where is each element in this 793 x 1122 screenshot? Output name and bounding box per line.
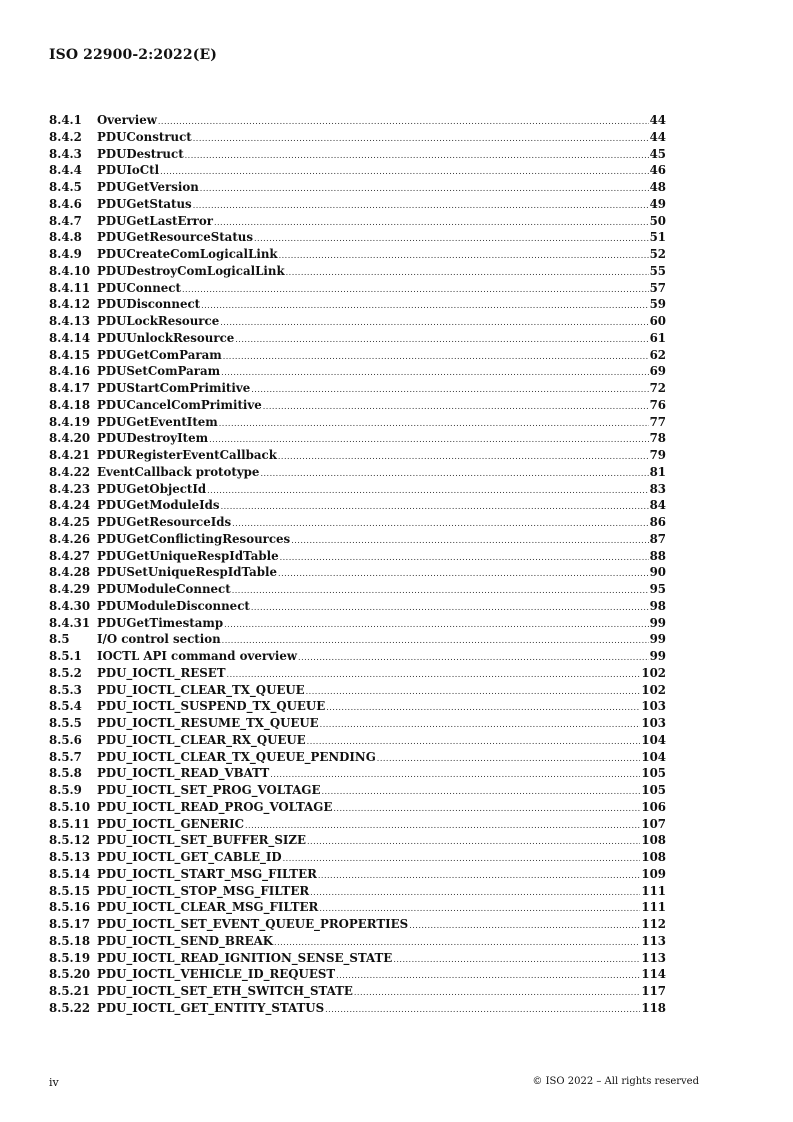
toc-entry-page: 46: [649, 163, 666, 178]
toc-dot-leader: [307, 834, 640, 851]
toc-entry-title: PDU_IOCTL_GET_CABLE_ID: [97, 850, 282, 864]
toc-entry-title: PDUDestroyItem: [97, 431, 209, 446]
toc-entry[interactable]: [49, 849, 666, 866]
toc-entry-page: 108: [641, 833, 666, 848]
toc-entry-number: 8.5.20: [49, 967, 91, 982]
toc-entry-title: PDU_IOCTL_READ_PROG_VOLTAGE: [97, 799, 333, 814]
toc-entry[interactable]: [49, 246, 666, 263]
toc-entry-number: 8.4.11: [49, 280, 91, 295]
toc-entry-title: PDU_IOCTL_READ_VBATT: [97, 766, 270, 781]
toc-entry[interactable]: [49, 698, 666, 715]
toc-dot-leader: [279, 248, 649, 265]
toc-entry-page: 113: [641, 950, 666, 965]
toc-entry-page: 111: [641, 900, 666, 915]
toc-entry[interactable]: [49, 715, 666, 732]
toc-entry-page: 44: [649, 129, 666, 144]
toc-entry-title: PDUGetObjectId: [97, 481, 207, 496]
toc-entry[interactable]: [49, 682, 666, 699]
toc-entry-number: 8.4.21: [49, 448, 91, 462]
toc-entry[interactable]: [49, 514, 666, 531]
toc-entry-title: PDU_IOCTL_SEND_BREAK: [97, 933, 274, 948]
footer-page-number: iv: [49, 1076, 59, 1089]
toc-dot-leader: [326, 700, 640, 717]
toc-entry-title: PDU_IOCTL_RESET: [97, 665, 226, 680]
toc-dot-leader: [336, 968, 640, 985]
toc-entry[interactable]: [49, 916, 666, 933]
toc-entry-page: 55: [649, 263, 666, 278]
toc-entry-title: PDUGetEventItem: [97, 414, 218, 429]
toc-dot-leader: [251, 382, 648, 399]
toc-entry-title: PDULockResource: [97, 314, 220, 328]
toc-entry-page: 78: [649, 431, 666, 446]
toc-entry-page: 109: [641, 866, 666, 881]
toc-entry-number: 8.4.1: [49, 113, 82, 127]
toc-entry-title: PDUGetUniqueRespIdTable: [97, 548, 279, 563]
toc-dot-leader: [193, 198, 649, 215]
toc-dot-leader: [219, 416, 649, 433]
toc-dot-leader: [320, 717, 641, 734]
toc-entry[interactable]: [49, 146, 666, 163]
toc-dot-leader: [298, 650, 649, 667]
toc-entry[interactable]: [49, 631, 666, 648]
toc-dot-leader: [185, 148, 649, 165]
toc-entry[interactable]: [49, 464, 666, 481]
toc-entry[interactable]: [49, 397, 666, 414]
toc-entry-page: 51: [649, 230, 666, 245]
toc-dot-leader: [393, 952, 640, 969]
toc-entry-page: 117: [641, 984, 666, 998]
toc-dot-leader: [232, 516, 648, 533]
toc-entry-page: 79: [649, 448, 666, 462]
toc-dot-leader: [377, 751, 641, 768]
toc-entry-number: 8.5.15: [49, 883, 91, 898]
toc-entry-page: 99: [649, 615, 666, 630]
toc-entry-title: PDUGetResourceStatus: [97, 230, 253, 245]
toc-dot-leader: [224, 617, 648, 634]
toc-entry-title: PDUIoCtl: [97, 163, 160, 178]
toc-entry[interactable]: [49, 112, 666, 129]
toc-entry-page: 102: [641, 682, 666, 697]
toc-entry-number: 8.5.13: [49, 850, 91, 864]
toc-entry-number: 8.4.20: [49, 431, 91, 446]
toc-entry-title: I/O control section: [97, 632, 221, 647]
toc-entry-number: 8.4.26: [49, 531, 91, 546]
toc-entry-number: 8.4.30: [49, 598, 91, 613]
toc-entry[interactable]: [49, 414, 666, 431]
toc-entry[interactable]: [49, 313, 666, 330]
toc-dot-leader: [254, 231, 649, 248]
toc-dot-leader: [193, 131, 649, 148]
toc-entry-number: 8.4.3: [49, 146, 82, 161]
toc-dot-leader: [263, 399, 649, 416]
toc-dot-leader: [283, 851, 641, 868]
toc-dot-leader: [182, 282, 649, 299]
toc-entry-page: 99: [649, 649, 666, 663]
toc-entry-title: PDUDestruct: [97, 146, 184, 161]
toc-entry-page: 105: [641, 783, 666, 797]
toc-entry-title: EventCallback prototype: [97, 464, 260, 479]
toc-entry[interactable]: [49, 899, 666, 916]
toc-entry[interactable]: [49, 782, 666, 799]
toc-entry-title: PDUConnect: [97, 280, 181, 295]
toc-entry-title: PDUCreateComLogicalLink: [97, 247, 278, 261]
toc-dot-leader: [318, 868, 641, 885]
toc-entry[interactable]: [49, 581, 666, 598]
toc-entry-title: PDU_IOCTL_CLEAR_RX_QUEUE: [97, 732, 306, 747]
toc-entry-page: 77: [649, 414, 666, 429]
toc-entry-page: 104: [641, 732, 666, 747]
toc-entry-number: 8.4.13: [49, 314, 91, 328]
toc-dot-leader: [310, 885, 640, 902]
toc-entry-page: 114: [641, 967, 666, 982]
toc-entry-title: PDU_IOCTL_SET_PROG_VOLTAGE: [97, 783, 321, 797]
toc-entry-title: PDU_IOCTL_CLEAR_TX_QUEUE_PENDING: [97, 749, 376, 764]
toc-entry-number: 8.4.22: [49, 464, 91, 479]
toc-entry-number: 8.4.27: [49, 548, 91, 563]
toc-entry-number: 8.5.8: [49, 766, 82, 781]
toc-entry[interactable]: [49, 966, 666, 983]
toc-entry[interactable]: [49, 447, 666, 464]
toc-entry-title: PDUGetConflictingResources: [97, 531, 291, 546]
toc-entry[interactable]: [49, 950, 666, 967]
toc-entry[interactable]: [49, 648, 666, 665]
toc-dot-leader: [223, 349, 649, 366]
toc-entry-title: PDU_IOCTL_GENERIC: [97, 816, 244, 831]
toc-entry-title: PDUGetVersion: [97, 180, 199, 194]
toc-entry-page: 88: [649, 548, 666, 563]
footer-copyright: © ISO 2022 – All rights reserved: [532, 1076, 699, 1087]
toc-entry[interactable]: [49, 162, 666, 179]
toc-entry[interactable]: [49, 665, 666, 682]
toc-entry-number: 8.5.22: [49, 1000, 91, 1015]
toc-entry-number: 8.4.9: [49, 247, 82, 261]
toc-entry[interactable]: [49, 196, 666, 213]
toc-entry[interactable]: [49, 749, 666, 766]
toc-entry[interactable]: [49, 280, 666, 297]
toc-dot-leader: [221, 499, 649, 516]
toc-entry-number: 8.5.2: [49, 665, 82, 680]
toc-entry-title: PDU_IOCTL_SUSPEND_TX_QUEUE: [97, 699, 326, 714]
toc-entry[interactable]: [49, 866, 666, 883]
toc-entry-page: 112: [641, 917, 666, 931]
toc-entry-page: 49: [649, 196, 666, 211]
toc-entry-title: PDUGetLastError: [97, 213, 213, 228]
toc-entry-number: 8.5.16: [49, 900, 91, 915]
toc-entry-page: 111: [641, 883, 666, 898]
toc-entry-page: 103: [641, 716, 666, 730]
toc-dot-leader: [160, 164, 648, 181]
document-id-header: ISO 22900-2:2022(E): [49, 47, 217, 63]
toc-dot-leader: [354, 985, 641, 1002]
toc-entry[interactable]: [49, 799, 666, 816]
toc-entry-number: 8.5: [49, 632, 70, 647]
toc-entry-page: 105: [641, 766, 666, 781]
toc-entry-title: PDU_IOCTL_CLEAR_MSG_FILTER: [97, 900, 319, 915]
toc-entry-title: PDU_IOCTL_CLEAR_TX_QUEUE: [97, 682, 305, 697]
toc-entry-title: PDU_IOCTL_SET_BUFFER_SIZE: [97, 833, 306, 848]
toc-entry-page: 59: [649, 297, 666, 312]
toc-entry-title: PDU_IOCTL_RESUME_TX_QUEUE: [97, 716, 319, 730]
toc-entry-title: PDU_IOCTL_SET_EVENT_QUEUE_PROPERTIES: [97, 917, 409, 931]
toc-dot-leader: [278, 449, 649, 466]
toc-entry-title: PDUModuleDisconnect: [97, 598, 250, 613]
toc-entry-number: 8.4.15: [49, 347, 91, 362]
toc-entry-title: PDUDestroyComLogicalLink: [97, 263, 285, 278]
toc-entry-page: 45: [649, 146, 666, 161]
toc-entry[interactable]: [49, 531, 666, 548]
toc-entry-number: 8.5.9: [49, 783, 82, 797]
toc-entry[interactable]: [49, 347, 666, 364]
toc-dot-leader: [260, 466, 648, 483]
toc-entry-title: PDUConstruct: [97, 129, 192, 144]
toc-entry-number: 8.5.12: [49, 833, 91, 848]
toc-entry[interactable]: [49, 497, 666, 514]
toc-entry-number: 8.5.3: [49, 682, 82, 697]
toc-dot-leader: [232, 583, 649, 600]
toc-entry-page: 69: [649, 364, 666, 379]
toc-entry-number: 8.5.17: [49, 917, 91, 931]
toc-entry-title: PDU_IOCTL_START_MSG_FILTER: [97, 866, 317, 881]
toc-entry-number: 8.5.6: [49, 732, 82, 747]
toc-entry-number: 8.4.29: [49, 582, 91, 596]
toc-entry-page: 81: [649, 464, 666, 479]
toc-entry-page: 102: [641, 665, 666, 680]
toc-dot-leader: [221, 365, 648, 382]
toc-entry-title: PDUGetModuleIds: [97, 498, 220, 513]
toc-entry[interactable]: [49, 832, 666, 849]
toc-dot-leader: [333, 801, 640, 818]
toc-dot-leader: [235, 332, 648, 349]
toc-entry[interactable]: [49, 1000, 666, 1017]
toc-dot-leader: [201, 298, 648, 315]
toc-entry-title: PDUGetTimestamp: [97, 615, 224, 630]
toc-entry-page: 50: [649, 213, 666, 228]
toc-entry[interactable]: [49, 330, 666, 347]
toc-entry-number: 8.4.5: [49, 180, 82, 194]
toc-entry[interactable]: [49, 883, 666, 900]
toc-entry-number: 8.5.21: [49, 984, 91, 998]
toc-entry-title: PDURegisterEventCallback: [97, 448, 277, 462]
toc-dot-leader: [291, 533, 648, 550]
toc-entry-title: PDUUnlockResource: [97, 330, 235, 345]
toc-entry-title: PDU_IOCTL_READ_IGNITION_SENSE_STATE: [97, 950, 393, 965]
toc-entry[interactable]: [49, 430, 666, 447]
toc-dot-leader: [325, 1002, 640, 1019]
toc-entry-number: 8.4.23: [49, 481, 91, 496]
toc-entry-page: 62: [649, 347, 666, 362]
toc-entry-number: 8.4.24: [49, 498, 91, 513]
toc-entry-page: 60: [649, 314, 666, 328]
toc-entry-number: 8.4.16: [49, 364, 91, 379]
toc-entry-title: PDUStartComPrimitive: [97, 381, 251, 395]
toc-entry-number: 8.4.18: [49, 397, 91, 412]
toc-entry-page: 61: [649, 330, 666, 345]
toc-dot-leader: [306, 684, 641, 701]
toc-entry-number: 8.4.17: [49, 381, 91, 395]
toc-entry-page: 103: [641, 699, 666, 714]
toc-entry-number: 8.5.19: [49, 950, 91, 965]
table-of-contents: [49, 112, 666, 1017]
toc-entry-number: 8.4.19: [49, 414, 91, 429]
toc-entry-title: PDU_IOCTL_STOP_MSG_FILTER: [97, 883, 310, 898]
toc-entry-page: 84: [649, 498, 666, 513]
toc-entry-page: 99: [649, 632, 666, 647]
toc-entry[interactable]: [49, 564, 666, 581]
toc-entry-number: 8.5.1: [49, 649, 82, 663]
toc-dot-leader: [280, 550, 649, 567]
toc-entry-number: 8.5.10: [49, 799, 91, 814]
toc-entry-number: 8.4.14: [49, 330, 91, 345]
toc-entry-number: 8.5.14: [49, 866, 91, 881]
toc-dot-leader: [158, 114, 649, 131]
toc-dot-leader: [321, 784, 640, 801]
toc-entry-number: 8.5.4: [49, 699, 82, 714]
toc-entry-page: 118: [641, 1000, 666, 1015]
toc-entry-page: 95: [649, 582, 666, 596]
toc-entry[interactable]: [49, 933, 666, 950]
toc-entry-number: 8.4.25: [49, 515, 91, 529]
toc-dot-leader: [207, 483, 648, 500]
toc-entry[interactable]: [49, 380, 666, 397]
toc-entry-page: 107: [641, 816, 666, 831]
toc-entry-page: 104: [641, 749, 666, 764]
toc-entry-title: PDUGetResourceIds: [97, 515, 232, 529]
toc-entry-number: 8.4.12: [49, 297, 91, 312]
toc-entry-number: 8.4.8: [49, 230, 82, 245]
toc-entry[interactable]: [49, 179, 666, 196]
toc-dot-leader: [220, 315, 648, 332]
toc-dot-leader: [270, 767, 640, 784]
toc-entry-number: 8.4.10: [49, 263, 91, 278]
toc-entry[interactable]: [49, 229, 666, 246]
toc-entry-number: 8.4.28: [49, 565, 91, 580]
toc-entry-title: PDU_IOCTL_VEHICLE_ID_REQUEST: [97, 967, 336, 982]
toc-entry-number: 8.4.2: [49, 129, 82, 144]
toc-entry-title: PDU_IOCTL_GET_ENTITY_STATUS: [97, 1000, 325, 1015]
toc-dot-leader: [278, 566, 649, 583]
toc-entry-page: 86: [649, 515, 666, 529]
toc-entry-title: PDUSetComParam: [97, 364, 221, 379]
toc-entry[interactable]: [49, 615, 666, 632]
toc-entry[interactable]: [49, 363, 666, 380]
toc-entry-title: PDUCancelComPrimitive: [97, 397, 262, 412]
toc-entry[interactable]: [49, 263, 666, 280]
toc-entry-page: 72: [649, 381, 666, 395]
toc-entry-page: 76: [649, 397, 666, 412]
toc-entry[interactable]: [49, 983, 666, 1000]
toc-entry-number: 8.5.18: [49, 933, 91, 948]
toc-entry[interactable]: [49, 129, 666, 146]
toc-entry-page: 90: [649, 565, 666, 580]
toc-entry-page: 106: [641, 799, 666, 814]
toc-entry-page: 108: [641, 850, 666, 864]
toc-entry-title: PDUGetComParam: [97, 347, 222, 362]
toc-entry-page: 87: [649, 531, 666, 546]
toc-entry-number: 8.4.7: [49, 213, 82, 228]
toc-entry[interactable]: [49, 481, 666, 498]
toc-entry[interactable]: [49, 296, 666, 313]
toc-entry-title: PDUGetStatus: [97, 196, 192, 211]
toc-dot-leader: [286, 265, 649, 282]
toc-entry-number: 8.5.5: [49, 716, 82, 730]
toc-entry-title: PDUDisconnect: [97, 297, 201, 312]
toc-entry-number: 8.4.4: [49, 163, 82, 178]
toc-entry[interactable]: [49, 816, 666, 833]
toc-entry-number: 8.5.11: [49, 816, 91, 831]
toc-entry[interactable]: [49, 548, 666, 565]
toc-entry-title: PDU_IOCTL_SET_ETH_SWITCH_STATE: [97, 984, 353, 998]
toc-entry-page: 98: [649, 598, 666, 613]
toc-entry-number: 8.4.6: [49, 196, 82, 211]
toc-dot-leader: [251, 600, 649, 617]
toc-dot-leader: [409, 918, 640, 935]
toc-entry-number: 8.5.7: [49, 749, 82, 764]
toc-entry-page: 52: [649, 247, 666, 261]
toc-entry[interactable]: [49, 732, 666, 749]
toc-entry-title: Overview: [97, 113, 157, 127]
toc-entry-number: 8.4.31: [49, 615, 91, 630]
toc-entry-page: 113: [641, 933, 666, 948]
toc-entry[interactable]: [49, 213, 666, 230]
toc-entry[interactable]: [49, 765, 666, 782]
toc-dot-leader: [200, 181, 649, 198]
toc-entry-title: PDUSetUniqueRespIdTable: [97, 565, 278, 580]
toc-dot-leader: [214, 215, 649, 232]
toc-entry-title: PDUModuleConnect: [97, 582, 231, 596]
toc-entry-page: 57: [649, 280, 666, 295]
toc-entry-page: 48: [649, 180, 666, 194]
toc-entry[interactable]: [49, 598, 666, 615]
toc-entry-page: 83: [649, 481, 666, 496]
toc-entry-page: 44: [649, 113, 666, 127]
toc-entry-title: IOCTL API command overview: [97, 649, 298, 663]
